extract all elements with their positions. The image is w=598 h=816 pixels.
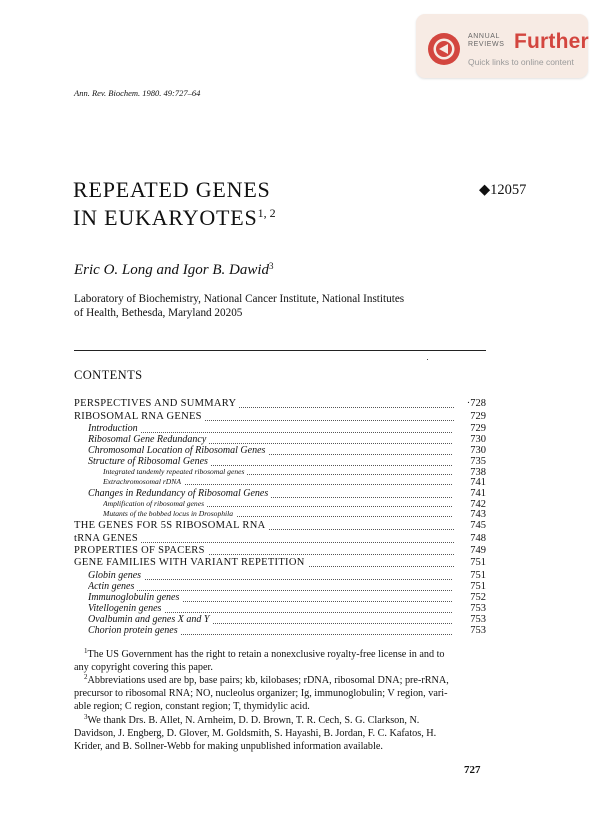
footnote-line <box>74 701 310 712</box>
affiliation-line1: Laboratory of Biochemistry, National Cancer Institute, National Institutes <box>74 293 405 305</box>
toc-entry-page: 729 <box>470 411 486 422</box>
article-title-text: IN EUKARYOTES <box>73 205 258 230</box>
toc-entry-label: Actin genes <box>88 581 137 592</box>
toc-entry-page: 735 <box>470 456 486 467</box>
footnote-text: any copyright covering this paper. <box>74 662 213 673</box>
toc-entry-page: 751 <box>470 581 486 592</box>
toc-entry-page: 741 <box>470 477 486 488</box>
toc-entry-page: 742 <box>470 499 486 510</box>
toc-entry-label: Structure of Ribosomal Genes <box>88 456 211 467</box>
toc-entry-label: Chromosomal Location of Ribosomal Genes <box>88 445 268 456</box>
toc-entry-label: RIBOSOMAL RNA GENES <box>74 411 205 422</box>
toc-entry-label: THE GENES FOR 5S RIBOSOMAL RNA <box>74 520 269 531</box>
toc-entry-label: Changes in Redundancy of Ribosomal Genes <box>88 488 271 499</box>
toc-entry-label: Vitellogenin genes <box>88 603 164 614</box>
contents-heading: CONTENTS <box>74 368 143 382</box>
toc-entry-page: 751 <box>470 570 486 581</box>
footnote-text: able region; C region, constant region; T, thymidylic acid. <box>74 701 310 712</box>
toc-entry <box>88 625 452 637</box>
toc-entry-label: PERSPECTIVES AND SUMMARY <box>74 398 239 409</box>
footnote-text: The US Government has the right to retain a nonexclusive royalty-free license in and to <box>87 649 445 660</box>
footnote-line <box>74 728 436 739</box>
toc-entry-page: 741 <box>470 488 486 499</box>
page-number: 727 <box>464 764 481 776</box>
toc-entry <box>74 557 454 569</box>
toc-entry-page: ·728 <box>466 398 486 409</box>
footnote-line <box>84 675 449 686</box>
toc-entry-page: 738 <box>470 467 486 478</box>
toc-entry-page: 743 <box>470 509 486 520</box>
document-number: ◆12057 <box>479 182 527 198</box>
toc-entry-page: 752 <box>470 592 486 603</box>
toc-entry <box>74 545 454 557</box>
footnote-line <box>74 688 447 699</box>
toc-entry-label: tRNA GENES <box>74 533 141 544</box>
toc-entry <box>74 533 454 545</box>
toc-entry-label: Amplification of ribosomal genes <box>103 499 207 508</box>
toc-entry-label: Ovalbumin and genes X and Y <box>88 614 212 625</box>
footnote-text: Davidson, J. Engberg, D. Glover, M. Goldsmith, S. Hayashi, B. Jordan, F. C. Kafatos, H. <box>74 728 437 739</box>
footnote-line <box>74 741 383 752</box>
toc-entry-label: Chorion protein genes <box>88 625 181 636</box>
toc-entry-page: 751 <box>470 557 486 568</box>
banner-subtitle: Quick links to online content <box>468 57 574 67</box>
toc-entry-page: 748 <box>470 533 486 544</box>
footnote-text: precursor to ribosomal RNA; NO, nucleolus organizer; Ig, immunoglobulin; V region, vari- <box>74 688 448 699</box>
toc-entry-page: 749 <box>470 545 486 556</box>
footnote-text: We thank Drs. B. Allet, N. Arnheim, D. D. Brown, T. R. Cech, S. G. Clarkson, N. <box>87 715 420 726</box>
footnote-line <box>84 715 419 726</box>
footnote-mark: 1 <box>84 647 88 655</box>
toc-entry <box>74 520 454 532</box>
toc-entry-label: Globin genes <box>88 570 144 581</box>
footnote-line <box>84 649 445 660</box>
toc-entry-page: 729 <box>470 423 486 434</box>
title-footnote-marks: 1, 2 <box>257 206 276 220</box>
author-names: Eric O. Long and Igor B. Dawid <box>74 262 269 278</box>
banner-annual-text: ANNUAL <box>468 33 500 40</box>
banner-reviews-text: REVIEWS <box>468 41 505 48</box>
toc-entry-page: 753 <box>470 603 486 614</box>
toc-entry-label: Integrated tandemly repeated ribosomal genes <box>103 467 247 476</box>
author-footnote-mark: 3 <box>269 261 274 271</box>
footnote-text: Krider, and B. Sollner-Webb for making unpublished information available. <box>74 741 383 752</box>
banner-further-text: Further <box>514 30 589 53</box>
toc-entry-page: 730 <box>470 445 486 456</box>
footnote-line <box>74 662 213 673</box>
toc-entry-label: Immunoglobulin genes <box>88 592 182 603</box>
toc-entry-label: Mutants of the bobbed locus in Drosophila <box>103 509 236 518</box>
toc-entry-page: 753 <box>470 625 486 636</box>
toc-entry-label: GENE FAMILIES WITH VARIANT REPETITION <box>74 557 308 568</box>
journal-citation: Ann. Rev. Biochem. 1980. 49:727–64 <box>74 88 201 98</box>
toc-entry-page: 730 <box>470 434 486 445</box>
footnote-mark: 2 <box>84 673 88 681</box>
toc-entry-label: Introduction <box>88 423 141 434</box>
toc-leader-dots <box>88 432 452 433</box>
footnote-mark: 3 <box>84 713 88 721</box>
toc-entry-page: 745 <box>470 520 486 531</box>
toc-entry-label: Ribosomal Gene Redundancy <box>88 434 209 445</box>
article-title-line1: REPEATED GENES <box>73 177 271 202</box>
footnote-text: Abbreviations used are bp, base pairs; kb, kilobases; rDNA, ribosomal DNA; pre-rRNA, <box>87 675 449 686</box>
toc-entry-label: PROPERTIES OF SPACERS <box>74 545 208 556</box>
affiliation-line2: of Health, Bethesda, Maryland 20205 <box>74 307 243 319</box>
toc-entry-page: 753 <box>470 614 486 625</box>
toc-entry <box>74 411 454 423</box>
toc-entry-label: Extrachromosomal rDNA <box>103 477 184 486</box>
toc-leader-dots <box>88 590 452 591</box>
toc-entry <box>74 398 454 410</box>
